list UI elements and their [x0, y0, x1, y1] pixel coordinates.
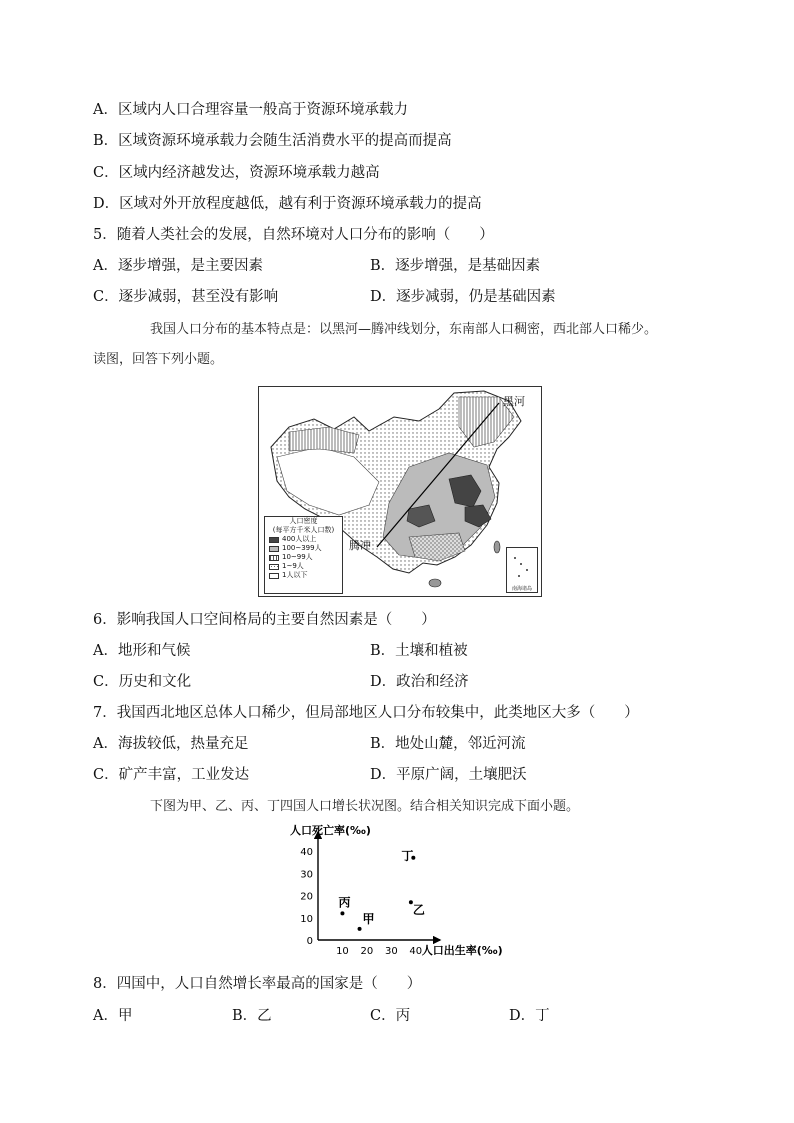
q8-option-c: C．丙	[370, 1008, 411, 1024]
q7-option-c: C．矿产丰富，工业发达	[93, 767, 250, 783]
x-tick-label: 30	[384, 946, 398, 957]
region-south-mid	[409, 533, 465, 561]
x-axis-label: 人口出生率(‰)	[421, 944, 503, 957]
q6-option-c: C．历史和文化	[93, 674, 192, 690]
y-tick-label: 10	[300, 913, 313, 925]
q5-option-b: B．逐步增强，是基础因素	[370, 258, 541, 274]
q7-option-d: D．平原广阔，土壤肥沃	[370, 767, 527, 783]
population-density-map	[258, 386, 542, 597]
tengchong-label: 腾冲	[349, 539, 371, 552]
heihe-label: 黑河	[503, 395, 525, 408]
data-point-丙	[340, 911, 344, 915]
intro-map-line1: 我国人口分布的基本特点是：以黑河—腾冲线划分，东南部人口稠密，西北部人口稀少。	[150, 322, 658, 337]
y-tick-label: 0	[306, 936, 313, 947]
inset-label: 南海诸岛	[511, 586, 532, 592]
y-tick-label: 30	[300, 869, 313, 881]
data-point-甲	[358, 927, 362, 931]
q6-stem: 6．影响我国人口空间格局的主要自然因素是（ ）	[93, 612, 436, 628]
q5-option-d: D．逐步减弱，仍是基础因素	[370, 289, 556, 305]
q4-option-a: A．区域内人口合理容量一般高于资源环境承载力	[93, 102, 408, 118]
q6-option-a: A．地形和气候	[93, 643, 191, 659]
q7-option-a: A．海拔较低，热量充足	[93, 736, 249, 752]
q4-option-b: B．区域资源环境承载力会随生活消费水平的提高而提高	[93, 133, 452, 149]
legend-item: 100~399人	[265, 544, 342, 553]
point-label: 甲	[362, 911, 375, 926]
point-label: 丙	[338, 895, 351, 910]
hainan-island	[429, 579, 441, 587]
q6-option-b: B．土壤和植被	[370, 643, 468, 659]
point-label: 乙	[412, 903, 425, 918]
q8-stem: 8．四国中，人口自然增长率最高的国家是（ ）	[93, 976, 422, 992]
taiwan-island	[494, 541, 500, 553]
legend-item: 1~9人	[265, 562, 342, 571]
y-tick-label: 20	[300, 891, 313, 903]
chart-svg	[282, 822, 514, 968]
q8-option-d: D．丁	[509, 1008, 550, 1024]
legend-item: 1人以下	[265, 571, 342, 580]
point-label: 丁	[401, 848, 414, 863]
x-tick-label: 10	[336, 946, 349, 957]
map-legend	[264, 516, 343, 594]
legend-title: 人口密度	[289, 517, 318, 525]
population-growth-chart	[282, 822, 514, 968]
q5-option-c: C．逐步减弱，甚至没有影响	[93, 289, 279, 305]
legend-subtitle: (每平方千米人口数)	[272, 526, 335, 534]
q7-option-b: B．地处山麓，邻近河流	[370, 736, 526, 752]
legend-item: 400人以上	[265, 535, 342, 544]
y-tick-label: 40	[300, 847, 313, 859]
intro-map-line2: 读图，回答下列小题。	[93, 352, 224, 367]
q5-stem: 5．随着人类社会的发展，自然环境对人口分布的影响（ ）	[93, 227, 494, 243]
intro-chart: 下图为甲、乙、丙、丁四国人口增长状况图。结合相关知识完成下面小题。	[150, 799, 580, 814]
q4-option-c: C．区域内经济越发达，资源环境承载力越高	[93, 165, 380, 181]
x-tick-label: 20	[360, 946, 374, 957]
south-china-sea-inset	[506, 547, 538, 593]
y-axis-label: 人口死亡率(‰)	[290, 824, 371, 837]
x-tick-label: 40	[409, 946, 423, 957]
legend-item: 10~99人	[265, 553, 342, 562]
q6-option-d: D．政治和经济	[370, 674, 469, 690]
q8-option-b: B．乙	[232, 1008, 272, 1024]
q5-option-a: A．逐步增强，是主要因素	[93, 258, 263, 274]
q4-option-d: D．区域对外开放程度越低，越有利于资源环境承载力的提高	[93, 196, 482, 212]
q8-option-a: A．甲	[93, 1008, 133, 1024]
q7-stem: 7．我国西北地区总体人口稀少，但局部地区人口分布较集中，此类地区大多（ ）	[93, 705, 639, 721]
